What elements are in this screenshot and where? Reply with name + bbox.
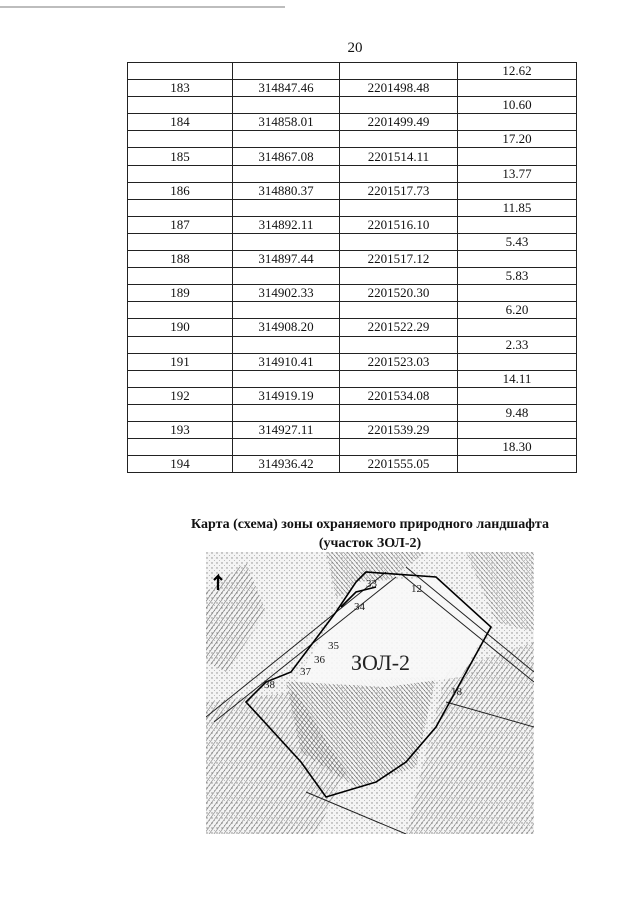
table-row: [128, 285, 577, 302]
table-cell-x: 314858.01: [233, 114, 340, 131]
table-cell-dist: [458, 182, 577, 199]
table-cell-y: [340, 131, 458, 148]
table-cell-id: [128, 336, 233, 353]
table-cell-id: 185: [128, 148, 233, 165]
table-row: [128, 63, 577, 80]
table-cell-dist: 2.33: [458, 336, 577, 353]
table-row: [128, 199, 577, 216]
zone-label: ЗОЛ-2: [351, 650, 411, 675]
table-cell-dist: [458, 80, 577, 97]
table-cell-id: [128, 302, 233, 319]
map-point-label: 18: [451, 686, 462, 698]
table-row: [128, 421, 577, 438]
table-cell-y: 2201514.11: [340, 148, 458, 165]
table-cell-dist: [458, 421, 577, 438]
table-cell-id: 188: [128, 251, 233, 268]
table-cell-dist: [458, 251, 577, 268]
table-cell-dist: 17.20: [458, 131, 577, 148]
table-cell-y: [340, 404, 458, 421]
header-rule: [0, 6, 285, 8]
table-cell-y: 2201539.29: [340, 421, 458, 438]
zone-map: [206, 552, 534, 834]
table-cell-y: 2201498.48: [340, 80, 458, 97]
table-cell-x: 314910.41: [233, 353, 340, 370]
map-point-label: 33: [366, 578, 377, 590]
table-row: [128, 97, 577, 114]
table-cell-x: 314936.42: [233, 456, 340, 473]
table-cell-x: [233, 336, 340, 353]
table-cell-y: 2201499.49: [340, 114, 458, 131]
page-number: 20: [347, 40, 363, 56]
table-cell-dist: [458, 353, 577, 370]
table-cell-y: 2201516.10: [340, 216, 458, 233]
table-cell-x: [233, 268, 340, 285]
map-title-line2: (участок ЗОЛ-2): [318, 536, 422, 551]
table-cell-x: [233, 63, 340, 80]
table-cell-dist: [458, 319, 577, 336]
table-cell-x: 314902.33: [233, 285, 340, 302]
table-cell-y: [340, 165, 458, 182]
table-row: [128, 387, 577, 404]
table-cell-y: [340, 439, 458, 456]
map-point-label: 12: [411, 583, 422, 595]
table-cell-x: [233, 233, 340, 250]
table-row: [128, 456, 577, 473]
map-point-label: 37: [300, 666, 311, 678]
table-cell-id: 183: [128, 80, 233, 97]
table-cell-dist: [458, 285, 577, 302]
table-cell-x: 314847.46: [233, 80, 340, 97]
table-cell-x: [233, 199, 340, 216]
map-point-label: 35: [328, 640, 339, 652]
table-cell-y: 2201522.29: [340, 319, 458, 336]
table-cell-id: [128, 404, 233, 421]
table-row: [128, 131, 577, 148]
table-cell-x: [233, 439, 340, 456]
table-cell-id: [128, 439, 233, 456]
table-cell-x: 314897.44: [233, 251, 340, 268]
table-cell-x: [233, 370, 340, 387]
table-cell-dist: 18.30: [458, 439, 577, 456]
table-cell-dist: 9.48: [458, 404, 577, 421]
table-cell-id: [128, 63, 233, 80]
map-title-line1: Карта (схема) зоны охраняемого природного ландшафта: [191, 517, 549, 532]
table-row: [128, 216, 577, 233]
table-cell-dist: 13.77: [458, 165, 577, 182]
table-row: [128, 353, 577, 370]
table-cell-x: 314908.20: [233, 319, 340, 336]
table-cell-y: [340, 97, 458, 114]
table-cell-y: [340, 199, 458, 216]
table-cell-y: 2201517.12: [340, 251, 458, 268]
table-cell-dist: 10.60: [458, 97, 577, 114]
map-point-label: 36: [314, 654, 325, 666]
table-cell-id: 191: [128, 353, 233, 370]
table-cell-id: 189: [128, 285, 233, 302]
map-title: [120, 515, 620, 553]
table-cell-x: [233, 165, 340, 182]
map-point-label: 34: [354, 601, 365, 613]
table-cell-y: [340, 370, 458, 387]
table-cell-y: 2201555.05: [340, 456, 458, 473]
table-cell-y: 2201534.08: [340, 387, 458, 404]
table-cell-dist: 5.43: [458, 233, 577, 250]
table-cell-dist: 14.11: [458, 370, 577, 387]
table-cell-id: 193: [128, 421, 233, 438]
table-cell-y: [340, 63, 458, 80]
table-row: [128, 370, 577, 387]
table-cell-y: [340, 336, 458, 353]
table-cell-x: 314927.11: [233, 421, 340, 438]
table-row: [128, 182, 577, 199]
table-row: [128, 268, 577, 285]
table-cell-id: [128, 131, 233, 148]
table-cell-y: [340, 233, 458, 250]
table-cell-id: 194: [128, 456, 233, 473]
table-cell-id: [128, 165, 233, 182]
table-cell-x: 314892.11: [233, 216, 340, 233]
map-point-label: 38: [264, 679, 275, 691]
table-cell-y: [340, 302, 458, 319]
table-cell-y: 2201520.30: [340, 285, 458, 302]
table-cell-dist: [458, 114, 577, 131]
table-row: [128, 336, 577, 353]
table-cell-x: [233, 404, 340, 421]
table-cell-dist: [458, 216, 577, 233]
table-cell-x: 314867.08: [233, 148, 340, 165]
table-cell-id: [128, 97, 233, 114]
table-row: [128, 114, 577, 131]
table-row: [128, 80, 577, 97]
table-row: [128, 319, 577, 336]
table-cell-dist: 6.20: [458, 302, 577, 319]
table-cell-x: [233, 131, 340, 148]
table-cell-x: 314919.19: [233, 387, 340, 404]
table-cell-y: [340, 268, 458, 285]
coordinates-table: [127, 62, 577, 473]
table-cell-dist: [458, 456, 577, 473]
table-row: [128, 233, 577, 250]
table-cell-id: 187: [128, 216, 233, 233]
table-row: [128, 251, 577, 268]
table-row: [128, 165, 577, 182]
table-cell-id: [128, 233, 233, 250]
table-cell-dist: 5.83: [458, 268, 577, 285]
table-cell-y: 2201523.03: [340, 353, 458, 370]
table-row: [128, 302, 577, 319]
table-cell-y: 2201517.73: [340, 182, 458, 199]
table-cell-x: 314880.37: [233, 182, 340, 199]
table-cell-id: 186: [128, 182, 233, 199]
table-cell-id: [128, 199, 233, 216]
table-cell-dist: 11.85: [458, 199, 577, 216]
table-cell-id: 184: [128, 114, 233, 131]
table-cell-id: 192: [128, 387, 233, 404]
table-row: [128, 404, 577, 421]
table-cell-dist: [458, 148, 577, 165]
table-cell-id: [128, 370, 233, 387]
zone-map-svg: [206, 552, 534, 834]
table-cell-x: [233, 302, 340, 319]
table-cell-dist: 12.62: [458, 63, 577, 80]
table-cell-id: 190: [128, 319, 233, 336]
table-cell-dist: [458, 387, 577, 404]
table-cell-id: [128, 268, 233, 285]
table-cell-x: [233, 97, 340, 114]
table-row: [128, 148, 577, 165]
table-row: [128, 439, 577, 456]
